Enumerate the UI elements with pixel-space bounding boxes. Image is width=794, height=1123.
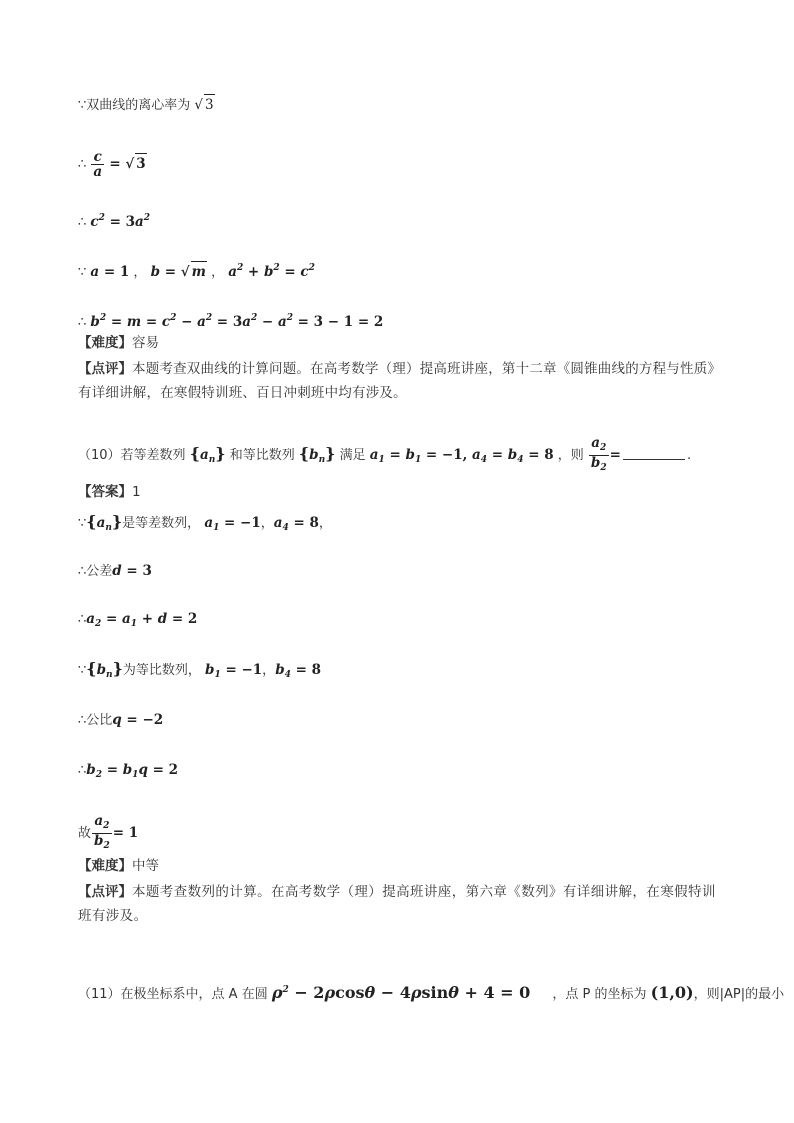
comment-sequence: 【点评】本题考查数列的计算。在高考数学（理）提高班讲座，第六章《数列》有详细讲解，在寒假特训班有涉及。 (78, 884, 716, 924)
step-b2: $\therefore b_2 = b_1q = 2$ (78, 762, 178, 780)
step-a2: $\therefore a_2 = a_1 + d = 2$ (78, 611, 198, 629)
step-common-diff: ∴公差d = 3 (78, 563, 152, 579)
answer-blank (623, 459, 685, 460)
question-11: （11）在极坐标系中，点 A 在圆 $\rho^2 - 2\rho\cos\theta - 4\rho\sin\theta + 4 = 0$ ，点 P 的坐标为 (1,0)，则|AP|的最小 (78, 983, 785, 1002)
step-final: 故 $\frac{a_2}{b_2}$ = 1 (78, 813, 139, 851)
step-result: ∴ $b^2 = m = c^2 - a^2 = 3a^2 - a^2 = 3 - 1 = 2$ (78, 313, 384, 330)
step-common-ratio: ∴公比q = −2 (78, 712, 164, 728)
step-eccentricity: ∵双曲线的离心率为 √ 3 (78, 94, 215, 116)
step-given: ∵ a = 1 ， b = √ m ， $a^2 + b^2 = c^2$ (78, 263, 315, 280)
comment-hyperbola: 【点评】本题考查双曲线的计算问题。在高考数学（理）提高班讲座，第十二章《圆锥曲线的方程与性质》有详细讲解，在寒假特训班、百日冲刺班中均有涉及。 (78, 361, 722, 401)
answer-10: 【答案】1 (78, 484, 141, 500)
step-geo-seq: $\because\{b_n\}$为等比数列， $b_1 = -1$，$b_4 = 8$ (78, 659, 322, 680)
difficulty-easy: 【难度】容易 (78, 335, 159, 351)
step-arith-seq: $\because\{a_n\}$是等差数列， $a_1 = -1$，$a_4 = 8$， (78, 512, 332, 533)
step-ratio: ∴ $\frac{c}{a}$ = √ 3 (78, 149, 146, 180)
difficulty-medium: 【难度】中等 (78, 858, 159, 874)
step-c-squared: ∴ $c^2 = 3a^2$ (78, 213, 151, 230)
question-10: （10）若等差数列 $\{a_n\}$ 和等比数列 $\{b_n\}$ 满足 $a_1 = b_1 = -1$, $a_4 = b_4 = 8$ ，则 $\frac{a_2}{b_2}$ = . (78, 435, 692, 473)
